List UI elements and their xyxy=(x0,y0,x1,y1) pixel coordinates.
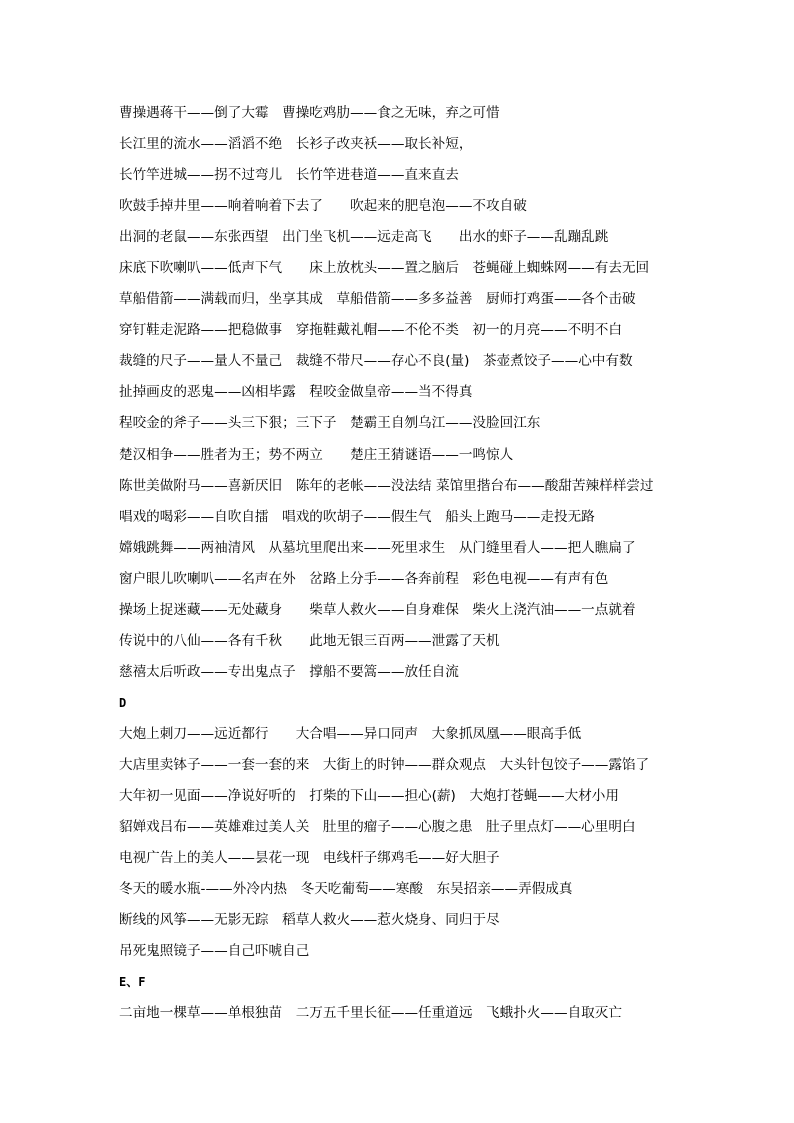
text-line: 操场上捉迷藏——无处藏身 柴草人救火——自身难保 柴火上浇汽油——一点就着 xyxy=(119,601,636,618)
text-line: 楚汉相争——胜者为王；势不两立 楚庄王猜谜语——一鸣惊人 xyxy=(119,446,514,463)
text-line: 曹操遇蒋干——倒了大霉 曹操吃鸡肋——食之无味，弃之可惜 xyxy=(119,105,500,121)
text-line: 二亩地一棵草——单根独苗 二万五千里长征——任重道远 飞蛾扑火——自取灭亡 xyxy=(119,1005,622,1022)
text-line: 吹鼓手掉井里——响着响着下去了 吹起来的肥皂泡——不攻自破 xyxy=(119,198,527,215)
text-line: 大店里卖钵子——一套一套的来 大街上的时钟——群众观点 大头针包饺子——露馅了 xyxy=(119,756,650,773)
text-line: 传说中的八仙——各有千秋 此地无银三百两——泄露了天机 xyxy=(119,632,500,649)
section-heading-e-f: E、F xyxy=(119,975,146,990)
text-line: 嫦娥跳舞——两袖清风 从墓坑里爬出来——死里求生 从门缝里看人——把人瞧扁了 xyxy=(119,539,636,556)
text-line: 电视广告上的美人——昙花一现 电线杆子绑鸡毛——好大胆子 xyxy=(119,850,500,867)
text-line: 扯掉画皮的恶鬼——凶相毕露 程咬金做皇帝——当不得真 xyxy=(119,384,473,401)
text-body xyxy=(119,103,779,1034)
text-line: 窗户眼儿吹喇叭——名声在外 岔路上分手——各奔前程 彩色电视——有声有色 xyxy=(119,570,609,587)
text-line: 慈禧太后听政——专出鬼点子 撑船不要篙——放任自流 xyxy=(119,663,459,680)
text-line: 陈世美做附马——喜新厌旧 陈年的老帐——没法结 菜馆里揩台布——酸甜苦辣样样尝过 xyxy=(119,477,654,494)
text-line: 大年初一见面——净说好听的 打柴的下山——担心(薪) 大炮打苍蝇——大材小用 xyxy=(119,788,619,805)
text-line: 出洞的老鼠——东张西望 出门坐飞机——远走高飞 出水的虾子——乱蹦乱跳 xyxy=(119,229,609,246)
text-line: 唱戏的喝彩——自吹自擂 唱戏的吹胡子——假生气 船头上跑马——走投无路 xyxy=(119,508,595,525)
text-line: 长竹竿进城——拐不过弯儿 长竹竿进巷道——直来直去 xyxy=(119,167,459,184)
text-line: 大炮上刺刀——远近都行 大合唱——异口同声 大象抓凤凰——眼高手低 xyxy=(119,725,582,742)
text-line: 冬天的暖水瓶-——外冷内热 冬天吃葡萄——寒酸 东吴招亲——弄假成真 xyxy=(119,881,573,898)
text-line: 床底下吹喇叭——低声下气 床上放枕头——置之脑后 苍蝇碰上蜘蛛网——有去无回 xyxy=(119,260,650,277)
text-line: 程咬金的斧子——头三下狠；三下子 楚霸王自刎乌江——没脸回江东 xyxy=(119,415,541,432)
text-line: 貂婵戏吕布——英雄难过美人关 肚里的瘤子——心腹之患 肚子里点灯——心里明白 xyxy=(119,819,636,836)
text-line: 裁缝的尺子——量人不量己 裁缝不带尺——存心不良(量) 茶壶煮饺子——心中有数 xyxy=(119,353,633,370)
text-line: 草船借箭——满载而归，坐享其成 草船借箭——多多益善 厨师打鸡蛋——各个击破 xyxy=(119,291,636,308)
text-line: 断线的风筝——无影无踪 稻草人救火——惹火烧身、同归于尽 xyxy=(119,912,500,929)
section-heading-d: D xyxy=(119,695,127,710)
text-line: 吊死鬼照镜子——自己吓唬自己 xyxy=(119,943,310,960)
text-line: 长江里的流水——滔滔不绝 长衫子改夹袄——取长补短， xyxy=(119,136,473,153)
text-line: 穿钉鞋走泥路——把稳做事 穿拖鞋戴礼帽——不伦不类 初一的月亮——不明不白 xyxy=(119,322,622,339)
